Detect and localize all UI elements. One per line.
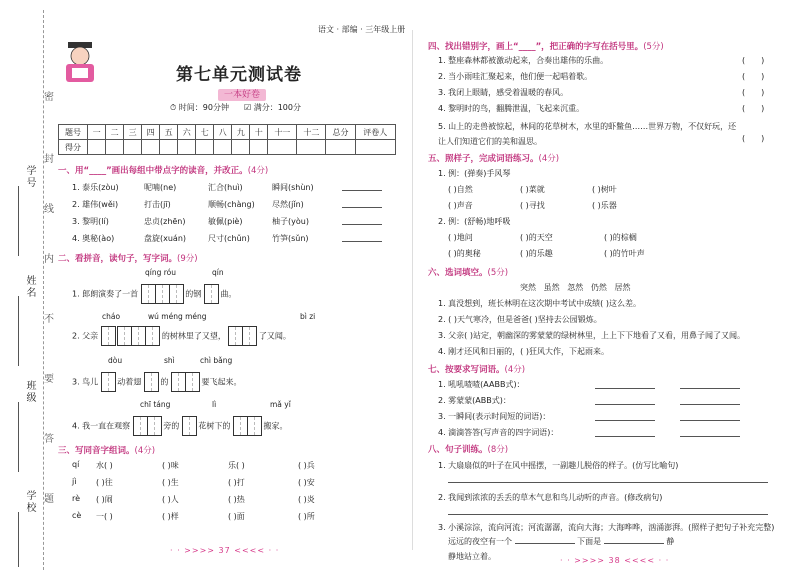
section-title-text: 一、用“____”画出每组中带点字的读音，并改正。	[58, 166, 248, 176]
score-cell[interactable]	[355, 140, 395, 155]
section-1-title	[58, 164, 268, 176]
section-points: (4分)	[247, 166, 269, 176]
answer-paren[interactable]: ( )	[742, 104, 765, 113]
score-cell[interactable]	[88, 140, 106, 155]
table-cell: 八	[214, 125, 232, 140]
pinyin: qí	[72, 460, 80, 469]
fill-item[interactable]: ( )乐器	[592, 201, 617, 210]
class-label: 班级	[24, 380, 35, 404]
score-table-row	[59, 140, 396, 155]
section-points: (5分)	[643, 42, 664, 52]
writing-box[interactable]	[185, 372, 200, 392]
question-text: 了又闻。	[258, 331, 291, 341]
table-cell: 得分	[59, 140, 88, 155]
pinyin: chì bǎng	[200, 356, 233, 365]
writing-box[interactable]	[131, 326, 146, 346]
page-number-37: · · >>>> 37 <<<< · ·	[170, 546, 280, 555]
clock-icon: ⏱	[170, 103, 177, 112]
section-5-title	[428, 152, 559, 164]
writing-box[interactable]	[101, 372, 116, 392]
answer-line[interactable]	[342, 190, 382, 191]
word-item: 敏佩(piè)	[208, 217, 243, 226]
score-cell[interactable]	[196, 140, 214, 155]
word-item: 打击(jī)	[144, 200, 171, 209]
table-cell: 五	[160, 125, 178, 140]
list-item: 3. 小溪淙淙，流向河流；河流潺潺，流向大海；大海哗哗，汹涌澎湃。(照样子把句子补充完整)	[438, 523, 775, 532]
answer-line[interactable]	[680, 436, 740, 437]
score-cell[interactable]	[297, 140, 326, 155]
question-text: 2. 父亲	[72, 331, 99, 341]
pinyin: cè	[72, 511, 82, 520]
question-text: 下面是	[577, 537, 602, 546]
section-3-title	[58, 444, 155, 456]
word-bank: 突然 虽然 忽然 仍然 居然	[520, 283, 631, 292]
pinyin: qín	[212, 268, 224, 277]
pinyin: jì	[72, 477, 77, 486]
section-title-text: 五、照样子，完成词语练习。	[428, 154, 539, 164]
question-text: 的树林里了又望，	[161, 331, 226, 341]
fill-item[interactable]: ( )所	[298, 512, 315, 521]
seal-char: 线	[44, 200, 54, 215]
section-7-title	[428, 363, 525, 375]
fill-item[interactable]: 乐( )	[228, 461, 245, 470]
seal-char: 密	[44, 88, 54, 103]
writing-box[interactable]	[141, 284, 156, 304]
score-cell[interactable]	[326, 140, 355, 155]
question-2-2	[72, 326, 291, 346]
section-8-title	[428, 443, 508, 455]
section-title-text: 八、句子训练。	[428, 445, 488, 455]
exam-time-text: 时间：90分钟	[178, 103, 229, 112]
pinyin: qíng róu	[145, 268, 177, 277]
section-title-text: 七、按要求写词语。	[428, 365, 505, 375]
word-item: 竹笋(sǔn)	[272, 234, 309, 243]
score-cell[interactable]	[268, 140, 297, 155]
fill-item[interactable]: ( )面	[228, 512, 245, 521]
fill-item[interactable]: ( )往	[96, 478, 113, 487]
score-cell[interactable]	[160, 140, 178, 155]
score-table-header	[59, 125, 396, 140]
section-points: (5分)	[487, 268, 509, 278]
name-label: 姓名	[24, 275, 35, 299]
seal-char: 题	[44, 490, 54, 505]
fill-item[interactable]: ( )树叶	[592, 185, 617, 194]
word-item: 2. 雄伟(wěi)	[72, 200, 119, 209]
check-icon: ☑	[244, 103, 252, 112]
pinyin: lì	[212, 400, 217, 409]
question-text: 曲。	[220, 289, 237, 299]
answer-line[interactable]	[680, 404, 740, 405]
fill-item[interactable]: ( )的天空	[520, 233, 553, 242]
answer-line[interactable]	[515, 543, 575, 544]
pinyin: mǎ yǐ	[270, 400, 291, 409]
question-text: 花树下的	[198, 421, 231, 431]
score-cell[interactable]	[124, 140, 142, 155]
score-cell[interactable]	[142, 140, 160, 155]
school-label: 学校	[24, 490, 35, 514]
word-item: 尺寸(chǔn)	[208, 234, 250, 243]
table-cell: 七	[196, 125, 214, 140]
writing-box[interactable]	[169, 284, 184, 304]
section-title-text: 四、找出错别字，画上“____”，把正确的字写在括号里。	[428, 42, 644, 52]
page-divider	[412, 30, 413, 550]
answer-paren[interactable]: ( )	[742, 72, 765, 81]
list-item: 3. 父亲( )站定，朝幽深的雾蒙蒙的绿树林里，上上下下地看了又看，用鼻子闻了又闻。	[438, 331, 745, 340]
table-cell: 六	[178, 125, 196, 140]
list-item: 3. 一瞬间(表示时间短的词语)：	[438, 412, 551, 421]
answer-line[interactable]	[342, 207, 382, 208]
exam-time	[170, 102, 229, 113]
answer-line[interactable]	[448, 482, 768, 483]
fill-item[interactable]: ( )寻找	[520, 201, 545, 210]
writing-box[interactable]	[147, 416, 162, 436]
table-cell: 评卷人	[355, 125, 395, 140]
fill-item[interactable]: ( )的乐趣	[520, 249, 553, 258]
score-cell[interactable]	[232, 140, 250, 155]
underline	[18, 186, 19, 256]
question-2-3	[72, 372, 241, 392]
seal-char: 答	[44, 430, 54, 445]
writing-box[interactable]	[144, 372, 159, 392]
word-item: 4. 奥秘(ào)	[72, 234, 115, 243]
list-item: 4. 滴滴答答(写声音的四字词语)：	[438, 428, 559, 437]
answer-line[interactable]	[448, 514, 768, 515]
writing-box[interactable]	[101, 326, 116, 346]
fill-item[interactable]: ( )的竹叶声	[604, 249, 645, 258]
writing-box[interactable]	[233, 416, 248, 436]
section-title-text: 二、看拼音，读句子，写字词。	[58, 254, 178, 264]
table-cell: 一	[88, 125, 106, 140]
section-4-title	[428, 40, 664, 52]
fill-item[interactable]: ( )味	[162, 461, 179, 470]
list-item: 4. 刚才还风和日丽的，( )狂风大作，下起雨来。	[438, 347, 609, 356]
writing-box[interactable]	[155, 284, 170, 304]
section-2-title	[58, 252, 198, 264]
exam-score-text: 满分：100分	[253, 103, 301, 112]
pinyin: cháo	[102, 312, 121, 321]
question-2-4	[72, 416, 287, 436]
writing-box[interactable]	[204, 284, 219, 304]
question-2-1	[72, 284, 236, 304]
writing-box[interactable]	[145, 326, 160, 346]
word-item: 1. 泰乐(zòu)	[72, 183, 119, 192]
table-cell: 总分	[326, 125, 355, 140]
answer-line[interactable]	[595, 388, 655, 389]
fill-item[interactable]: ( )声音	[448, 201, 473, 210]
question-text: 远远的夜空有一个	[448, 537, 512, 546]
section-points: (4分)	[504, 365, 526, 375]
answer-paren[interactable]: ( )	[742, 88, 765, 97]
list-item: 1. 整座森林都被激动起来，合奏出雄伟的乐曲。	[438, 56, 609, 65]
section-title-text: 六、选词填空。	[428, 268, 488, 278]
score-cell[interactable]	[214, 140, 232, 155]
answer-line[interactable]	[595, 420, 655, 421]
question-text: 静地站立着。	[448, 552, 496, 561]
answer-line[interactable]	[680, 388, 740, 389]
word-item: 柚子(yòu)	[272, 217, 309, 226]
seal-char: 不	[44, 310, 54, 325]
fill-item[interactable]: ( )炎	[298, 495, 315, 504]
word-item: 盘旋(xuán)	[144, 234, 187, 243]
list-item: 2. ( )天气寒冷，但是爸爸( )坚持去公园锻炼。	[438, 315, 602, 324]
section-points: (8分)	[487, 445, 509, 455]
writing-box[interactable]	[171, 372, 186, 392]
fill-item[interactable]: ( )的奥秘	[448, 249, 481, 258]
question-text: 旁的	[163, 421, 180, 431]
fill-item[interactable]: ( )安	[298, 478, 315, 487]
word-item: 3. 黎明(lí)	[72, 217, 109, 226]
brand-badge-text: 一本好卷	[218, 89, 266, 101]
table-cell: 十一	[268, 125, 297, 140]
table-cell: 十	[250, 125, 268, 140]
table-cell: 十二	[297, 125, 326, 140]
pinyin: bì zi	[300, 312, 316, 321]
answer-line[interactable]	[595, 436, 655, 437]
list-item: 1. 大扇扇似的叶子在风中摇摆，一副趣儿脱俗的样子。(仿写比喻句)	[438, 461, 679, 470]
page-title: 第七单元测试卷	[176, 65, 302, 85]
answer-paren[interactable]: ( )	[742, 134, 765, 143]
fill-item[interactable]: 一( )	[96, 512, 113, 521]
answer-line[interactable]	[604, 543, 664, 544]
fill-item[interactable]: ( )自然	[448, 185, 473, 194]
list-item: 5. 山上的走兽被惊起，林间的花草树木，水里的虾鳖鱼……世界万物，不仅好玩，还让人们知道它们的美和温思。	[438, 122, 737, 146]
question-text: 3. 鸟儿	[72, 377, 99, 387]
list-item: 2. 我闻到浓浓的丢丢的草木气息和鸟儿动听的声音。(修改病句)	[438, 493, 663, 502]
table-cell: 三	[124, 125, 142, 140]
list-item: 1. 吼吼喳喳(AABB式)：	[438, 380, 525, 389]
question-text: 的	[160, 377, 169, 387]
section-points: (9分)	[177, 254, 198, 264]
list-item: 2. 当小雨哇汇聚起来，他们便一起唱着歌。	[438, 72, 593, 81]
underline	[18, 402, 19, 472]
fill-item[interactable]: ( )闹	[96, 495, 113, 504]
list-item: 1. 真没想到，班长林明在这次期中考试中成绩( )这么差。	[438, 299, 641, 308]
question-text: 要飞起来。	[201, 377, 242, 387]
word-item: 顺畅(chàng)	[208, 200, 255, 209]
writing-box[interactable]	[133, 416, 148, 436]
answer-line[interactable]	[342, 241, 382, 242]
section-points: (4分)	[134, 446, 156, 456]
pinyin: dòu	[108, 356, 123, 365]
answer-line[interactable]	[680, 420, 740, 421]
student-id-label: 学号	[24, 165, 35, 189]
question-text: 静	[666, 537, 675, 546]
table-cell: 九	[232, 125, 250, 140]
table-cell: 二	[106, 125, 124, 140]
writing-box[interactable]	[182, 416, 197, 436]
word-item: 汇合(huì)	[208, 183, 243, 192]
list-item: 3. 我闭上眼睛，感受着温暖的春风。	[438, 88, 569, 97]
fill-item[interactable]: ( )菜就	[520, 185, 545, 194]
underline	[18, 296, 19, 366]
writing-box[interactable]	[228, 326, 243, 346]
word-item: 尽然(jǐn)	[272, 200, 304, 209]
fill-sentence	[448, 536, 674, 547]
score-cell[interactable]	[178, 140, 196, 155]
writing-box[interactable]	[242, 326, 257, 346]
header-subject: 语文 · 部编 · 三年级上册	[318, 25, 406, 34]
fill-item[interactable]: ( )热	[228, 495, 245, 504]
answer-line[interactable]	[342, 224, 382, 225]
writing-box[interactable]	[247, 416, 262, 436]
table-cell: 四	[142, 125, 160, 140]
fill-item[interactable]: ( )样	[162, 512, 179, 521]
section-6-title	[428, 266, 508, 278]
example: 1. 例：(弹奏)手风琴	[438, 169, 511, 178]
question-text: 动着翅	[117, 377, 142, 387]
answer-paren[interactable]: ( )	[742, 56, 765, 65]
word-item: 瞬间(shùn)	[272, 183, 314, 192]
list-item: 4. 黎明时的鸟，翻腾泄温，飞起来沉重。	[438, 104, 585, 113]
seal-char: 要	[44, 370, 54, 385]
writing-box[interactable]	[117, 326, 132, 346]
word-item: 呢喃(ne)	[144, 183, 177, 192]
question-text: 4. 我一直在观察	[72, 421, 131, 431]
student-mascot-icon	[62, 40, 98, 84]
score-table	[58, 124, 396, 155]
brand-badge	[218, 82, 266, 101]
answer-line[interactable]	[595, 404, 655, 405]
pinyin: wú méng méng	[148, 312, 207, 321]
word-item: 忠贞(zhēn)	[144, 217, 186, 226]
fill-item[interactable]: ( )地问	[448, 233, 473, 242]
page-number-38: · · >>>> 38 <<<< · ·	[560, 556, 670, 565]
pinyin: chī táng	[140, 400, 171, 409]
table-cell: 题号	[59, 125, 88, 140]
pinyin: shì	[164, 356, 175, 365]
seal-char: 封	[44, 150, 54, 165]
score-cell[interactable]	[106, 140, 124, 155]
underline	[18, 512, 19, 567]
fill-item[interactable]: ( )兵	[298, 461, 315, 470]
pinyin: rè	[72, 494, 81, 503]
example: 2. 例：(舒畅)地呼吸	[438, 217, 511, 226]
fill-item[interactable]: ( )生	[162, 478, 179, 487]
section-points: (4分)	[538, 154, 560, 164]
fill-item[interactable]: ( )的棕榈	[604, 233, 637, 242]
question-text: 的钢	[185, 289, 202, 299]
right-page	[420, 0, 790, 579]
exam-score	[244, 102, 301, 113]
question-text: 搬家。	[263, 421, 288, 431]
fill-item[interactable]: 水( )	[96, 461, 113, 470]
fill-item[interactable]: ( )人	[162, 495, 179, 504]
list-item: 2. 雾蒙蒙(ABB式)：	[438, 396, 511, 405]
fill-item[interactable]: ( )打	[228, 478, 245, 487]
left-page	[50, 0, 405, 579]
section-title-text: 三、写同音字组词。	[58, 446, 135, 456]
question-text: 1. 郎朗演奏了一首	[72, 289, 139, 299]
score-cell[interactable]	[250, 140, 268, 155]
seal-char: 内	[44, 250, 54, 265]
